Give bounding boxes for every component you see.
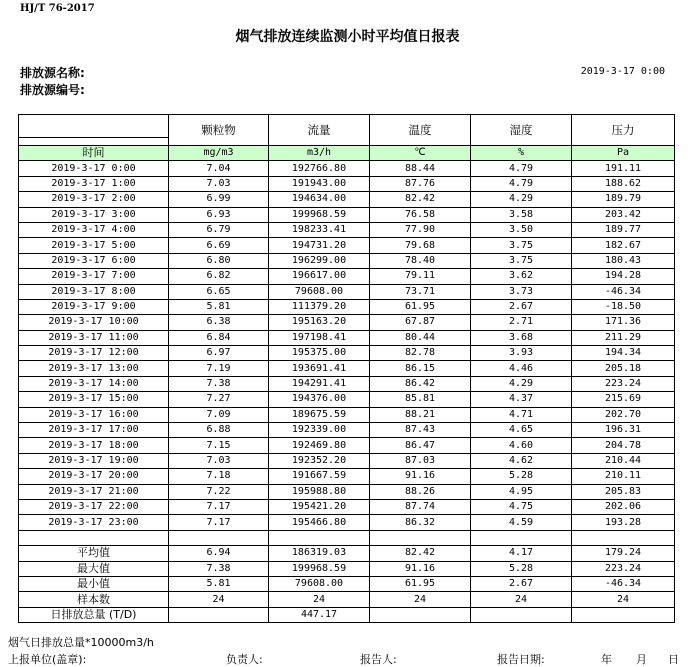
time-cell: 2019-3-17 13:00 [19,361,169,376]
value-cell: 179.24 [572,546,675,561]
value-cell: 194731.20 [269,238,370,253]
table-row [19,407,675,422]
table-row [19,238,675,253]
report-date-label: 报告日期: [497,653,545,666]
value-cell: 76.58 [370,207,471,222]
value-cell: 61.95 [370,576,471,591]
time-cell: 2019-3-17 1:00 [19,176,169,191]
day-label: 日 [668,653,679,666]
value-cell: 203.42 [572,207,675,222]
value-cell: 79.11 [370,269,471,284]
value-cell: 7.04 [169,161,269,176]
value-cell: 191943.00 [269,176,370,191]
value-cell: 6.93 [169,207,269,222]
page-title: 烟气排放连续监测小时平均值日报表 [235,29,460,45]
time-cell: 2019-3-17 15:00 [19,392,169,407]
time-cell: 2019-3-17 23:00 [19,515,169,530]
column-header: 湿度 [471,115,572,146]
table-row [19,269,675,284]
value-cell: 7.19 [169,361,269,376]
reporter-label: 报告人: [360,653,397,666]
value-cell: 182.67 [572,238,675,253]
value-cell: 4.59 [471,515,572,530]
value-cell: 24 [370,592,471,607]
value-cell: 192469.80 [269,438,370,453]
value-cell: 195375.00 [269,346,370,361]
time-cell: 2019-3-17 8:00 [19,284,169,299]
value-cell: 87.74 [370,499,471,514]
value-cell: 195421.20 [269,499,370,514]
value-cell: 4.29 [471,376,572,391]
value-cell: 3.50 [471,222,572,237]
table-row [19,376,675,391]
table-row [19,515,675,530]
value-cell: 79608.00 [269,576,370,591]
stats-row [19,607,675,622]
value-cell: 180.43 [572,253,675,268]
empty-cell [572,530,675,545]
value-cell: 3.62 [471,269,572,284]
table-row [19,161,675,176]
value-cell: 86.42 [370,376,471,391]
value-cell: 3.75 [471,238,572,253]
value-cell: 4.62 [471,453,572,468]
value-cell: 7.17 [169,515,269,530]
table-row [19,361,675,376]
value-cell: 5.28 [471,469,572,484]
stat-label: 日排放总量 (T/D) [19,607,169,622]
value-cell: 195163.20 [269,315,370,330]
value-cell: 7.09 [169,407,269,422]
value-cell: 5.81 [169,576,269,591]
empty-cell [169,530,269,545]
value-cell: 24 [572,592,675,607]
unit-cell: ℃ [370,146,471,161]
value-cell: 2.71 [471,315,572,330]
stat-label: 最小值 [19,576,169,591]
empty-cell [19,530,169,545]
value-cell: 4.60 [471,438,572,453]
value-cell: 195988.80 [269,484,370,499]
units-row [19,146,675,161]
table-row [19,222,675,237]
time-cell: 2019-3-17 0:00 [19,161,169,176]
value-cell: 78.40 [370,253,471,268]
value-cell: 6.88 [169,423,269,438]
value-cell: 194376.00 [269,392,370,407]
value-cell: 189.79 [572,192,675,207]
value-cell: 215.69 [572,392,675,407]
value-cell: 204.78 [572,438,675,453]
stat-label: 平均值 [19,546,169,561]
value-cell: -46.34 [572,284,675,299]
value-cell: 80.44 [370,330,471,345]
source-number-label: 排放源编号: [20,83,85,97]
time-cell: 2019-3-17 10:00 [19,315,169,330]
column-header: 流量 [269,115,370,146]
empty-cell [370,530,471,545]
time-cell: 2019-3-17 16:00 [19,407,169,422]
table-row [19,253,675,268]
value-cell: 79608.00 [269,284,370,299]
value-cell: 6.82 [169,269,269,284]
value-cell: 88.26 [370,484,471,499]
value-cell: 3.93 [471,346,572,361]
value-cell: 211.29 [572,330,675,345]
time-cell: 2019-3-17 4:00 [19,222,169,237]
time-cell: 2019-3-17 20:00 [19,469,169,484]
value-cell: 205.18 [572,361,675,376]
table-row [19,315,675,330]
empty-cell [471,530,572,545]
value-cell: 191667.59 [269,469,370,484]
value-cell: 3.73 [471,284,572,299]
value-cell: 79.68 [370,238,471,253]
value-cell: 91.16 [370,469,471,484]
value-cell: 61.95 [370,299,471,314]
table-row [19,423,675,438]
column-header: 温度 [370,115,471,146]
value-cell: 188.62 [572,176,675,191]
month-label: 月 [636,653,647,666]
value-cell: 223.24 [572,376,675,391]
value-cell: 202.06 [572,499,675,514]
table-row [19,207,675,222]
time-header: 时间 [19,146,169,161]
time-cell: 2019-3-17 11:00 [19,330,169,345]
blank-row [19,530,675,545]
empty-cell [269,530,370,545]
value-cell: 6.65 [169,284,269,299]
unit-cell: Pa [572,146,675,161]
value-cell: 205.83 [572,484,675,499]
time-cell: 2019-3-17 17:00 [19,423,169,438]
value-cell [169,607,269,622]
value-cell: 6.80 [169,253,269,268]
value-cell: 194.34 [572,346,675,361]
unit-cell: mg/m3 [169,146,269,161]
value-cell: 87.76 [370,176,471,191]
reporting-unit-label: 上报单位(盖章): [8,653,87,666]
unit-cell: % [471,146,572,161]
value-cell: 82.42 [370,546,471,561]
stats-row [19,576,675,591]
value-cell: 4.79 [471,176,572,191]
value-cell: 4.75 [471,499,572,514]
value-cell: 198233.41 [269,222,370,237]
time-cell: 2019-3-17 22:00 [19,499,169,514]
value-cell: 7.38 [169,561,269,576]
value-cell: 4.46 [471,361,572,376]
time-cell: 2019-3-17 7:00 [19,269,169,284]
value-cell: 4.95 [471,484,572,499]
time-cell: 2019-3-17 18:00 [19,438,169,453]
value-cell: 195466.80 [269,515,370,530]
value-cell: 86.15 [370,361,471,376]
value-cell: 82.42 [370,192,471,207]
value-cell: 4.79 [471,161,572,176]
table-row [19,299,675,314]
value-cell: 4.71 [471,407,572,422]
value-cell: 196299.00 [269,253,370,268]
header-row [19,115,675,146]
value-cell: 111379.20 [269,299,370,314]
value-cell: 6.84 [169,330,269,345]
value-cell: 5.28 [471,561,572,576]
year-label: 年 [601,653,612,666]
value-cell: 193.28 [572,515,675,530]
value-cell: 7.38 [169,376,269,391]
value-cell: 6.97 [169,346,269,361]
value-cell: 194291.41 [269,376,370,391]
stat-label: 样本数 [19,592,169,607]
value-cell: 5.81 [169,299,269,314]
value-cell: 193691.41 [269,361,370,376]
value-cell: 197198.41 [269,330,370,345]
value-cell: 4.29 [471,192,572,207]
value-cell: 24 [471,592,572,607]
value-cell: 6.94 [169,546,269,561]
stats-row [19,592,675,607]
source-name-label: 排放源名称: [20,66,85,80]
table-row [19,484,675,499]
table-row [19,284,675,299]
value-cell: 3.68 [471,330,572,345]
value-cell: 86.32 [370,515,471,530]
value-cell: 6.38 [169,315,269,330]
responsible-label: 负责人: [226,653,263,666]
value-cell: 196617.00 [269,269,370,284]
value-cell: 192352.20 [269,453,370,468]
value-cell: 191.11 [572,161,675,176]
value-cell: 87.03 [370,453,471,468]
table-row [19,438,675,453]
value-cell: 3.58 [471,207,572,222]
value-cell: 77.90 [370,222,471,237]
time-cell: 2019-3-17 19:00 [19,453,169,468]
value-cell: 196.31 [572,423,675,438]
value-cell: 91.16 [370,561,471,576]
value-cell: 186319.03 [269,546,370,561]
value-cell [370,607,471,622]
stats-row [19,561,675,576]
table-row [19,499,675,514]
table-row [19,453,675,468]
table-row [19,330,675,345]
stat-label: 最大值 [19,561,169,576]
value-cell: 6.69 [169,238,269,253]
value-cell: 4.17 [471,546,572,561]
value-cell: 4.37 [471,392,572,407]
value-cell: 199968.59 [269,561,370,576]
table-row [19,392,675,407]
value-cell [572,607,675,622]
value-cell: 194.28 [572,269,675,284]
column-header: 颗粒物 [169,115,269,146]
value-cell: 192766.80 [269,161,370,176]
value-cell: 447.17 [269,607,370,622]
table-row [19,192,675,207]
value-cell: 88.44 [370,161,471,176]
time-cell: 2019-3-17 14:00 [19,376,169,391]
value-cell: 7.17 [169,499,269,514]
value-cell: 194634.00 [269,192,370,207]
value-cell: 189675.59 [269,407,370,422]
value-cell: 223.24 [572,561,675,576]
value-cell: 171.36 [572,315,675,330]
value-cell: 67.87 [370,315,471,330]
time-cell: 2019-3-17 21:00 [19,484,169,499]
value-cell: 2.67 [471,299,572,314]
value-cell: -46.34 [572,576,675,591]
value-cell: 24 [269,592,370,607]
value-cell: 210.44 [572,453,675,468]
value-cell: 88.21 [370,407,471,422]
footer-note: 烟气日排放总量*10000m3/h [8,636,154,649]
value-cell: 7.18 [169,469,269,484]
table-row [19,469,675,484]
report-datetime: 2019-3-17 0:00 [580,66,665,77]
standard-code: HJ/T 76-2017 [20,3,95,14]
value-cell: 82.78 [370,346,471,361]
time-cell: 2019-3-17 9:00 [19,299,169,314]
header-corner [19,115,169,146]
value-cell: 24 [169,592,269,607]
time-cell: 2019-3-17 3:00 [19,207,169,222]
unit-cell: m3/h [269,146,370,161]
time-cell: 2019-3-17 6:00 [19,253,169,268]
table-row [19,176,675,191]
value-cell: 210.11 [572,469,675,484]
stats-row [19,546,675,561]
value-cell: 189.77 [572,222,675,237]
value-cell: 85.81 [370,392,471,407]
value-cell: 192339.00 [269,423,370,438]
value-cell: 3.75 [471,253,572,268]
value-cell: 7.22 [169,484,269,499]
value-cell: 87.43 [370,423,471,438]
value-cell: -18.50 [572,299,675,314]
value-cell: 7.27 [169,392,269,407]
value-cell: 2.67 [471,576,572,591]
value-cell: 202.70 [572,407,675,422]
value-cell [471,607,572,622]
value-cell: 7.15 [169,438,269,453]
value-cell: 199968.59 [269,207,370,222]
value-cell: 86.47 [370,438,471,453]
time-cell: 2019-3-17 5:00 [19,238,169,253]
table-row [19,346,675,361]
value-cell: 6.79 [169,222,269,237]
value-cell: 7.03 [169,453,269,468]
value-cell: 7.03 [169,176,269,191]
column-header: 压力 [572,115,675,146]
time-cell: 2019-3-17 12:00 [19,346,169,361]
value-cell: 4.65 [471,423,572,438]
value-cell: 73.71 [370,284,471,299]
value-cell: 6.99 [169,192,269,207]
report-table [18,114,675,623]
time-cell: 2019-3-17 2:00 [19,192,169,207]
